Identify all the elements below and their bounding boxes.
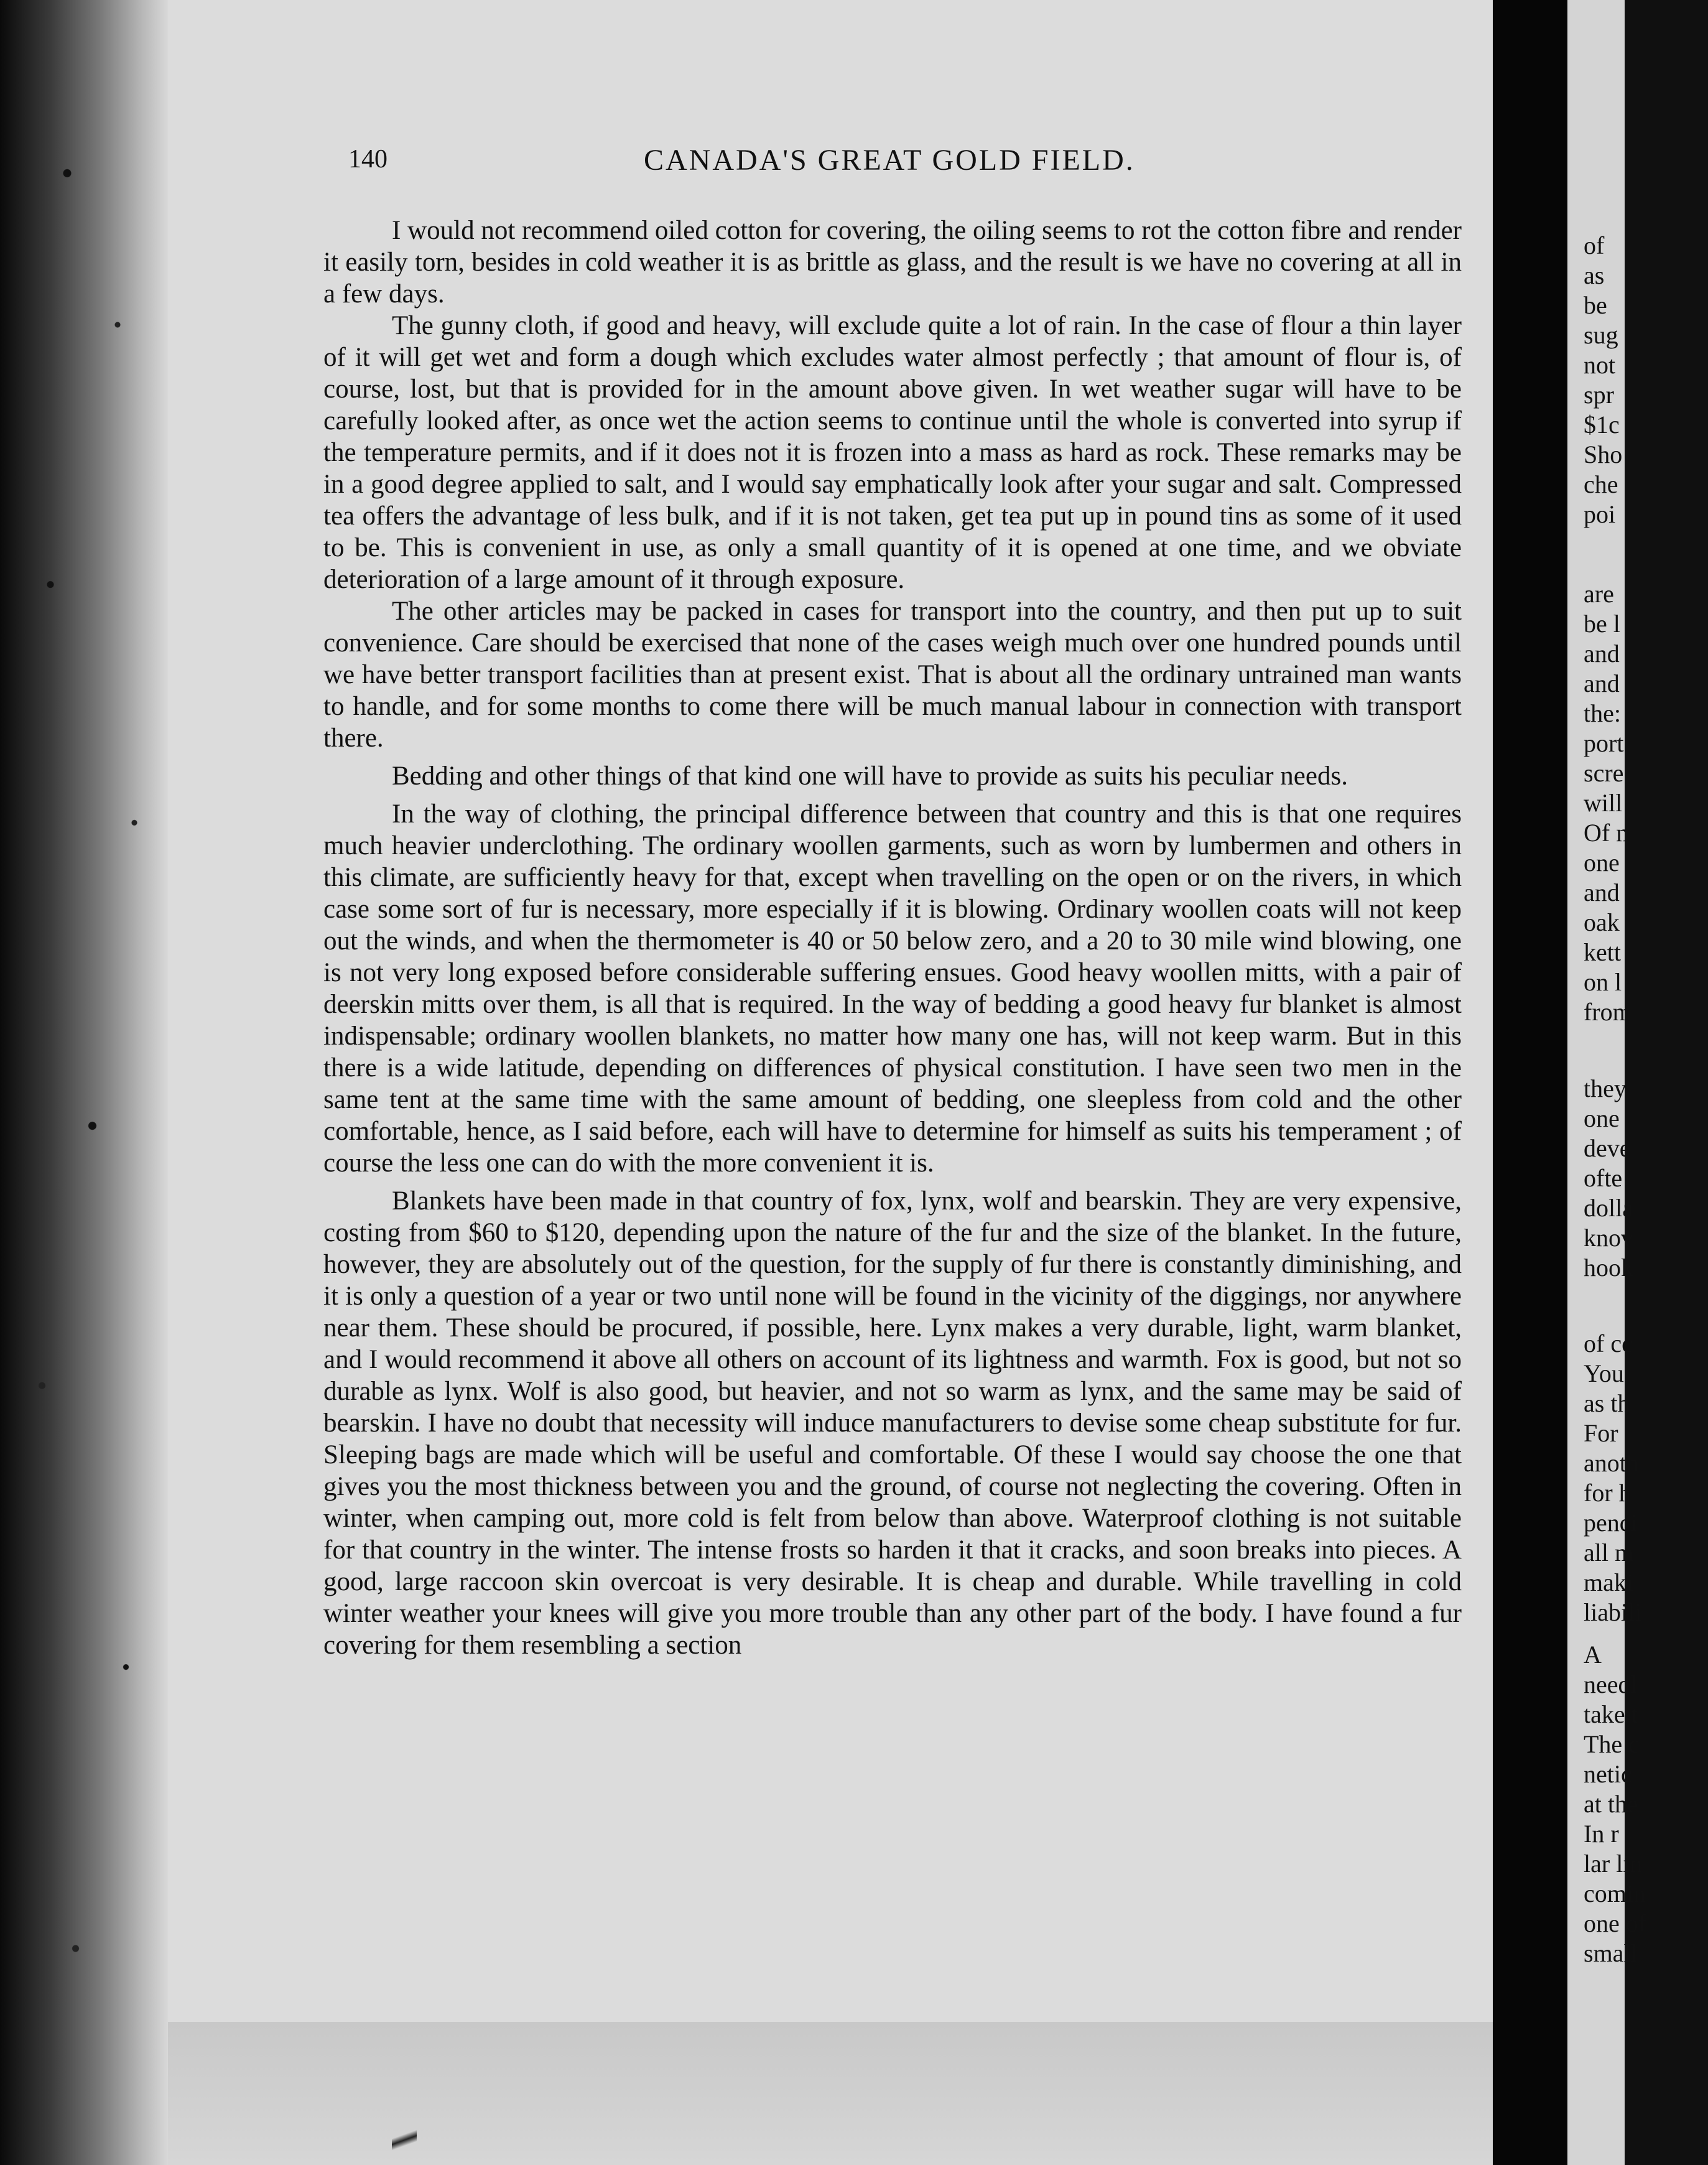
facing-page-text-fragment: che	[1584, 470, 1618, 498]
facing-page-text-fragment: they	[1584, 1074, 1627, 1102]
facing-page-text-fragment: A	[1584, 1641, 1602, 1669]
facing-page-text-fragment: from	[1584, 998, 1632, 1026]
facing-page-text-fragment: In r	[1584, 1820, 1619, 1848]
facing-page-text-fragment: one	[1584, 849, 1620, 877]
facing-page-text-fragment: and	[1584, 878, 1620, 906]
paragraph: I would not recommend oiled cotton for covering, the oiling seems to rot the cotton fibre and render it easily torn, besides in cold weather it is as brittle as glass, and the result is we have no covering at all in a few days.	[323, 216, 1462, 309]
scan-binding-shadow	[0, 0, 168, 2165]
facing-page-text-fragment: not	[1584, 351, 1616, 379]
facing-page-text-fragment: be l	[1584, 610, 1620, 638]
facing-page-text-fragment: all m	[1584, 1539, 1635, 1567]
facing-page-text-fragment: on l	[1584, 968, 1622, 996]
facing-page-text-fragment: for h	[1584, 1479, 1631, 1507]
paragraph: Blankets have been made in that country of fox, lynx, wolf and bearskin. They are very expensive, costing from $60 to $120, depending upon the nature of the fur and the size of the blanket. In the future, however, they are absolutely out of the question, for the supply of fur there is constantly diminishing, and it is only a question of a year or two until none will be found in the vicinity of the diggings, nor anywhere near them. These should be procured, if possible, here. Lynx makes a very durable, light, warm blanket, and I would recommend it above all others on account of its lightness and warmth. Fox is good, but not so durable as lynx. Wolf is also good, but heavier, and not so warm as lynx, and the same may be said of bearskin. I have no doubt that necessity will induce manufacturers to devise some cheap substitute for fur. Sleeping bags are made which will be useful and comfortable. Of these I would say choose the one that gives you the most thickness between you and the ground, of course not neglecting the covering. Often in winter, when camping out, more cold is felt from below than above. Waterproof clothing is not suitable for that country in the winter. The intense frosts so harden it that it cracks, and soon breaks into pieces. A good, large raccoon skin overcoat is very desirable. It is cheap and durable. While travelling in cold winter weather your knees will give you more trouble than any other part of the body. I have found a fur covering for them resembling a section	[323, 1186, 1462, 1660]
paragraph: In the way of clothing, the principal difference between that country and this is that one requires much heavier underclothing. The ordinary woollen garments, such as worn by lumbermen and others in this climate, are sufficiently heavy for that, except when travelling on the open or on the rivers, in which case some sort of fur is necessary, more especially if it is blowing. Ordinary woollen coats will not keep out the winds, and when the thermometer is 40 or 50 below zero, and a 20 to 30 mile wind blowing, one is not very long exposed before considerable suffering ensues. Good heavy woollen mitts, with a pair of deerskin mitts over them, is all that is required. In the way of bedding a good heavy fur blanket is almost indispensable; ordinary woollen blankets, no matter how many one has, will not keep warm. But in this there is a wide latitude, depending on differences of physical constitution. I have seen two men in the same tent at the same time with the same amount of bedding, one sleepless from cold and the other comfortable, hence, as I said before, each will have to determine for himself as suits his temperament ; of course the less one can do with the more convenient it is.	[323, 799, 1462, 1178]
paragraph: Bedding and other things of that kind one will have to provide as suits his peculiar needs.	[392, 761, 1348, 791]
page-header	[348, 137, 1468, 187]
facing-page-text-fragment: of cc	[1584, 1329, 1633, 1357]
facing-page-text-fragment: You	[1584, 1359, 1624, 1387]
facing-page-text-fragment: dolla	[1584, 1194, 1633, 1222]
facing-page-text-fragment: and	[1584, 640, 1620, 668]
facing-page-text-fragment: netic	[1584, 1760, 1632, 1788]
facing-page-text-fragment: $1c	[1584, 411, 1620, 439]
next-page-edge	[1567, 0, 1647, 2165]
facing-page-text-fragment: sug	[1584, 321, 1618, 349]
facing-page-text-fragment: knov	[1584, 1224, 1633, 1252]
facing-page-text-fragment: as	[1584, 261, 1605, 289]
paragraph: The other articles may be packed in cases for transport into the country, and then put up to suit convenience. Care should be exercised that none of the cases weigh much over one hundred pounds until we have better transport facilities than at present exist. That is about all the ordinary untrained man wants to handle, and for some months to come there will be much manual labour in connection with transport there.	[323, 597, 1462, 753]
facing-page-text-fragment: For	[1584, 1419, 1618, 1447]
facing-page-text-fragment: take t	[1584, 1700, 1638, 1728]
facing-page-text-fragment: comin	[1584, 1879, 1646, 1907]
facing-page-text-fragment: kett	[1584, 938, 1621, 966]
facing-page-text-fragment: penci	[1584, 1509, 1638, 1537]
facing-page-text-fragment: oak	[1584, 908, 1620, 936]
facing-page-text-fragment: be	[1584, 291, 1607, 319]
body-text	[323, 215, 1462, 1661]
facing-page-text-fragment: lar lin	[1584, 1850, 1643, 1878]
facing-page-text-fragment: as th	[1584, 1389, 1630, 1417]
facing-page-text-fragment: and	[1584, 669, 1620, 697]
page-number: 140	[348, 145, 388, 174]
book-gutter	[1493, 0, 1567, 2165]
facing-page-text-fragment: needl	[1584, 1670, 1638, 1698]
facing-page-text-fragment: deve	[1584, 1134, 1631, 1162]
facing-page-text-fragment: Of n	[1584, 819, 1629, 847]
facing-page-text-fragment: the:	[1584, 699, 1621, 727]
facing-page-text-fragment: maki	[1584, 1568, 1633, 1596]
facing-page-text-fragment: small	[1584, 1939, 1638, 1967]
facing-page-text-fragment: will	[1584, 789, 1623, 817]
facing-page-text-fragment: The c	[1584, 1730, 1640, 1758]
facing-page-text-fragment: scre	[1584, 759, 1624, 787]
facing-page-text-fragment: one of	[1584, 1909, 1647, 1937]
facing-page-text-fragment: anoth	[1584, 1449, 1639, 1477]
facing-page-text-fragment: liabili	[1584, 1598, 1642, 1626]
facing-page-text-fragment: ofte	[1584, 1164, 1623, 1192]
scan-artifact	[392, 2115, 417, 2165]
page-bottom-margin	[168, 2022, 1493, 2165]
facing-page-text-fragment: of	[1584, 231, 1605, 259]
paragraph: The gunny cloth, if good and heavy, will exclude quite a lot of rain. In the case of flour a thin layer of it will get wet and form a dough which excludes water almost perfectly ; that amount of flour is, of course, lost, but that is provided for in the amount above given. In wet weather sugar will have to be carefully looked after, as once wet the action seems to continue until the whole is converted into syrup if the temperature permits, and if it does not it is frozen into a mass as hard as rock. These remarks may be in a good degree applied to salt, and I would say emphatically look after your sugar and salt. Compressed tea offers the advantage of less bulk, and if it is not taken, get tea put up in pound tins as some of it used to be. This is convenient in use, as only a small quantity of it is opened at one time, and we obviate deterioration of a large amount of it through exposure.	[323, 311, 1462, 594]
facing-page-text-fragment: hook	[1584, 1254, 1633, 1282]
facing-page-text-fragment: Sho	[1584, 440, 1623, 468]
running-title: CANADA'S GREAT GOLD FIELD.	[644, 144, 1135, 177]
facing-page-text-fragment: at the	[1584, 1790, 1638, 1818]
facing-page-text-fragment: poi	[1584, 500, 1616, 528]
facing-page-text-fragment: one	[1584, 1104, 1620, 1132]
facing-page-text-fragment: spr	[1584, 381, 1614, 409]
facing-page-text-fragment: are	[1584, 580, 1614, 608]
facing-page-text-fragment: port	[1584, 729, 1624, 757]
